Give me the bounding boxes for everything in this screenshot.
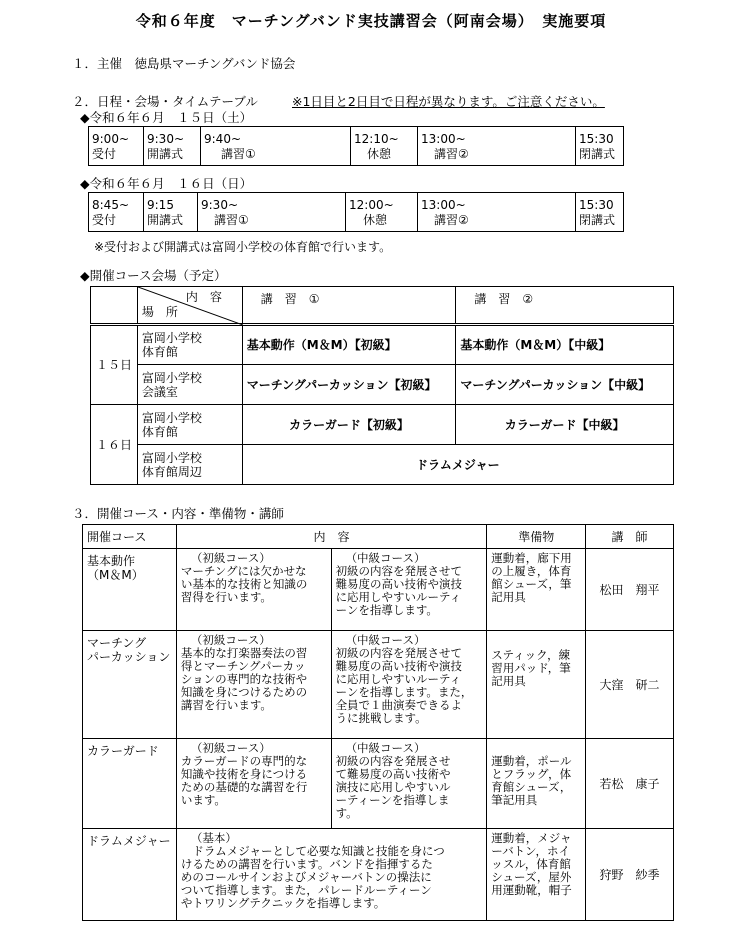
course-mid-line: （中級コース） (345, 551, 426, 565)
course-mid-line: （中級コース） (345, 741, 426, 755)
course-beg-line: （初級コース） (190, 551, 271, 565)
course-name: カラーガード (87, 744, 159, 758)
course-beg-line: 知識や技術を身につける (180, 767, 308, 781)
course-beg-line: ションの専門的な技術や (180, 672, 308, 686)
course-all-line: ついて指導します。また，パレードルーティーン (180, 883, 432, 897)
course-mid-line: 難易度の高い技術や演技 (335, 577, 463, 591)
day1-slot: 休憩 (367, 147, 392, 161)
day1-slot: 閉講式 (579, 147, 616, 161)
page-title: 令和６年度 マーチングバンド実技講習会（阿南会場） 実施要項 (135, 12, 607, 30)
day2-time: 8:45~ (92, 198, 130, 212)
venue-place: 富岡小学校 (141, 450, 202, 465)
day1-slot: 講習② (434, 147, 469, 161)
course-name: 基本動作 (87, 554, 136, 568)
day2-slot: 受付 (92, 213, 117, 227)
venue-header-blank (91, 287, 138, 325)
course-beg-line: 基本的な打楽器奏法の習 (180, 646, 308, 660)
course-mid-line: 演技に応用しやすいル (335, 780, 451, 794)
course-items-line: とフラッグ，体 (491, 767, 572, 781)
course-beg-line: い基本的な技術と知識の (180, 577, 308, 591)
day2-label: ◆令和６年６月 １６日（日） (80, 176, 253, 191)
course-mid-line: に応用しやすいルーティ (335, 672, 462, 686)
course-mid-line: て難易度の高い技術や (335, 767, 451, 781)
venue-place: 体育館 (141, 424, 178, 439)
day1-time: 12:10~ (354, 132, 399, 146)
organizer-line: １．主催 徳島県マーチングバンド協会 (72, 56, 296, 71)
course-beg-line: います。 (180, 793, 226, 807)
day2-time: 9:30~ (201, 198, 239, 212)
course-items-line: 記用具 (491, 590, 526, 604)
course-items-line: 運動着，廊下用 (491, 551, 572, 565)
day2-slot: 講習② (434, 213, 469, 227)
course-items-line: 運動着，メジャ (491, 831, 572, 845)
courses-heading: ３．開催コース・内容・準備物・講師 (72, 506, 284, 521)
day1-time: 9:00~ (92, 132, 130, 146)
course-all-line: めのコールサインおよびメジャーバトンの操法に (180, 870, 432, 884)
venue-k-all: ドラムメジャー (242, 445, 673, 485)
venue-place: 体育館周辺 (141, 464, 202, 479)
day1-slot: 受付 (92, 147, 117, 161)
course-name: ドラムメジャー (87, 834, 171, 848)
course-name: マーチング (87, 636, 147, 650)
course-teacher: 松田 翔平 (586, 549, 674, 631)
col-items: 準備物 (487, 525, 586, 549)
course-beg-line: （初級コース） (190, 633, 271, 647)
venue-k2: カラーガード【中級】 (456, 405, 674, 445)
course-items-line: ーバトン，ホイ (491, 844, 571, 858)
course-beg-line: （初級コース） (190, 741, 271, 755)
course-items-line: 習用パッド，筆 (491, 661, 571, 675)
venue-place: 富岡小学校 (141, 331, 202, 345)
course-all-line: けるための講習を行います。バンドを指揮するた (180, 857, 433, 871)
course-all-line: やトワリングテクニックを指導します。 (180, 896, 386, 910)
course-beg-line: ための基礎的な講習を行 (180, 780, 308, 794)
course-mid-line: 初級の内容を発展させて (335, 646, 463, 660)
venue-header-diag (137, 287, 242, 325)
venue-header-place: 場 所 (141, 305, 178, 319)
course-beg-line: 習得を行います。 (180, 590, 272, 604)
day2-slot: 休憩 (363, 213, 388, 227)
course-beg-line: 得とマーチングパーカッ (180, 659, 306, 673)
venue-place: 富岡小学校 (141, 410, 202, 425)
day1-time: 9:30~ (147, 132, 185, 146)
course-beg-line: カラーガードの専門的な (180, 754, 308, 768)
day2-slot: 開講式 (147, 213, 184, 227)
col-content: 内 容 (176, 525, 486, 549)
course-table (82, 524, 674, 921)
course-items-line: 筆記用具 (491, 793, 538, 807)
course-items-line: 記用具 (491, 674, 526, 688)
course-items-line: の上履き，体育 (491, 564, 572, 578)
venue-header-content: 内 容 (185, 290, 222, 304)
course-beg-line: マーチングには欠かせな (180, 564, 307, 578)
course-items-line: ッスル，体育館 (491, 857, 571, 871)
course-teacher: 若松 康子 (586, 739, 674, 829)
venue-header-k1: 講 習 ① (242, 287, 456, 325)
course-items-line: スティック，練 (491, 648, 571, 662)
course-teacher: 狩野 紗季 (586, 829, 674, 921)
course-mid-line: ーンを指導します。 (335, 603, 438, 617)
venue-table (90, 286, 674, 485)
day1-time: 15:30 (579, 132, 614, 146)
day2-time: 13:00~ (421, 198, 466, 212)
col-teacher: 講 師 (586, 525, 674, 549)
course-all-line: （基本） (190, 831, 237, 845)
day2-time: 12:00~ (349, 198, 394, 212)
course-name: （M＆M） (87, 568, 144, 582)
venue-place: 会議室 (141, 384, 178, 399)
course-mid-line: に応用しやすいルーティ (335, 590, 462, 604)
schedule-heading: ２．日程・会場・タイムテーブル (72, 94, 258, 109)
course-mid-line: 初級の内容を発展させ (335, 754, 451, 768)
course-items-line: シューズ，屋外 (491, 870, 572, 884)
day2-time: 9:15 (147, 198, 174, 212)
day2-slot: 講習① (214, 213, 249, 227)
course-items-line: 用運動靴，帽子 (491, 883, 572, 897)
course-beg-line: 講習を行います。 (180, 698, 272, 712)
course-mid-line: （中級コース） (345, 633, 426, 647)
venue-k1: 基本動作（M＆M）【初級】 (242, 325, 456, 365)
course-mid-line: 初級の内容を発展させて (335, 564, 463, 578)
course-items-line: 育館シューズ， (491, 780, 572, 794)
day1-slot: 開講式 (147, 147, 184, 161)
day2-slot: 閉講式 (579, 213, 616, 227)
schedule-notice: ※1日目と2日目で日程が異なります。ご注意ください。 (292, 94, 605, 109)
venues-heading: ◆開催コース会場（予定） (80, 268, 227, 283)
course-mid-line: す。 (335, 806, 358, 820)
course-mid-line: ーティーンを指導しま (335, 793, 450, 807)
course-mid-line: うに挑戦します。 (335, 711, 427, 725)
day1-time: 9:40~ (204, 132, 242, 146)
venue-header-k2: 講 習 ② (456, 287, 674, 325)
course-items-line: 運動着，ポール (491, 754, 572, 768)
day2-timetable (88, 192, 624, 232)
venue-note: ※受付および開講式は富岡小学校の体育館で行います。 (94, 240, 392, 254)
venue-k1: マーチングパーカッション【初級】 (242, 365, 456, 405)
course-mid-line: 全員で１曲演奏できるよ (335, 698, 463, 712)
day1-label: ◆令和６年６月 １５日（土） (80, 110, 253, 125)
venue-k1: カラーガード【初級】 (242, 405, 456, 445)
day1-time: 13:00~ (421, 132, 466, 146)
venue-k2: マーチングパーカッション【中級】 (456, 365, 674, 405)
course-all-line: ドラムメジャーとして必要な知識と技能を身につ (180, 844, 445, 858)
venue-day16: １６日 (91, 405, 138, 485)
col-course: 開催コース (83, 525, 177, 549)
course-mid-line: 難易度の高い技術や演技 (335, 659, 463, 673)
course-mid-line: ーンを指導します。また， (335, 685, 473, 699)
day1-timetable (88, 126, 624, 166)
venue-day15: １５日 (91, 325, 138, 405)
day2-time: 15:30 (579, 198, 614, 212)
venue-place: 富岡小学校 (141, 370, 202, 385)
course-teacher: 大窪 研二 (586, 631, 674, 739)
venue-place: 体育館 (141, 345, 178, 359)
day1-slot: 講習① (221, 147, 256, 161)
course-name: パーカッション (87, 650, 171, 664)
course-beg-line: 知識を身につけるための (180, 685, 308, 699)
venue-k2: 基本動作（M＆M）【中級】 (456, 325, 674, 365)
course-items-line: 館シューズ，筆 (491, 577, 572, 591)
